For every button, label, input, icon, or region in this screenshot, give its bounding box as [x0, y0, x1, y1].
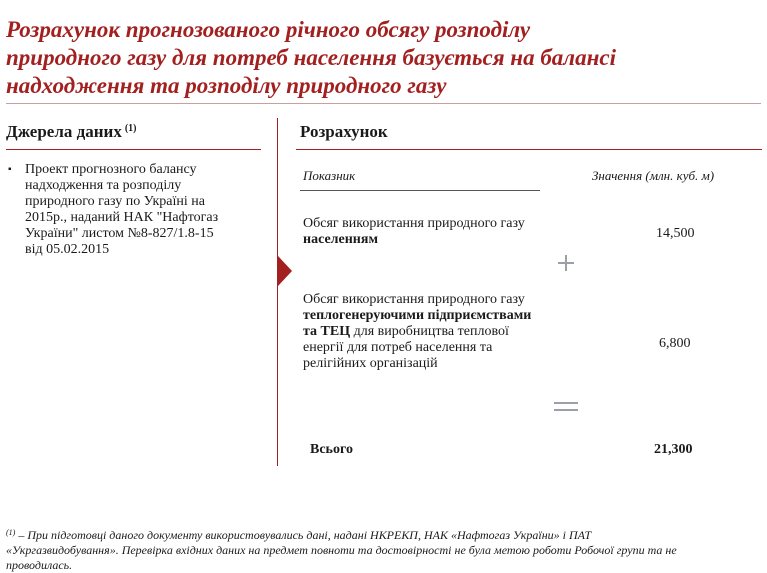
source-line: Проект прогнозного балансу: [25, 162, 197, 177]
indicator-column-header: Показник: [303, 168, 356, 183]
equals-icon: [554, 401, 578, 413]
row1-text: Обсяг використання природного газу: [303, 216, 525, 231]
column-header-rule: [300, 190, 540, 191]
source-line: від 05.02.2015: [25, 242, 110, 257]
sources-footnote-ref: (1): [124, 123, 137, 134]
row-population-label: [303, 216, 543, 248]
row-population-value: 14,500: [656, 226, 695, 241]
row1-bold-text: населенням: [303, 232, 378, 247]
source-item: [6, 162, 261, 258]
row-heat-value: 6,800: [659, 336, 691, 351]
row2-text-tail: для виробництва теплової енергії для потреб населення та релігійних організацій: [303, 324, 509, 371]
footnote-line-3: проводилась.: [6, 558, 73, 572]
title-line-3: надходження та розподілу природного газу: [6, 73, 447, 98]
calculation-heading-rule: [296, 149, 762, 150]
divider-arrow-icon: [278, 256, 292, 286]
footnote-line-2: «Укргазвидобування». Перевірка вхідних даних на предмет повноти та достовірності не була метою роботи Робочої групи та не: [6, 543, 677, 557]
sources-heading-rule: [6, 149, 261, 150]
page-title: [6, 16, 746, 100]
sources-heading-label: Джерела даних: [6, 122, 122, 141]
source-line: України" листом №8-827/1.8-15: [25, 226, 214, 241]
sources-heading: [6, 122, 137, 142]
footnote: [6, 525, 764, 573]
plus-icon: [556, 253, 576, 273]
title-line-1: Розрахунок прогнозованого річного обсягу розподілу: [6, 17, 531, 42]
title-divider: [6, 103, 761, 104]
column-divider: [277, 118, 278, 466]
source-text: [25, 162, 261, 258]
footnote-line-1: – При підготовці даного документу використовувались дані, надані НКРЕКП, НАК «Нафтогаз України» і ПАТ: [15, 528, 592, 542]
value-column-header: Значення (млн. куб. м): [592, 168, 715, 183]
source-line: надходження та розподілу: [25, 178, 182, 193]
title-line-2: природного газу для потреб населення базується на балансі: [6, 45, 616, 70]
footnote-line: [6, 525, 764, 543]
total-value: 21,300: [654, 442, 693, 457]
row-heat-label: [303, 292, 543, 372]
calculation-heading: Розрахунок: [300, 122, 388, 141]
total-label: Всього: [310, 442, 353, 457]
footnote-mark: (1): [6, 528, 16, 537]
bullet-icon: ▪: [8, 164, 12, 175]
row2-bold-text: теплогенеруючими підприємствами та ТЕЦ: [303, 308, 532, 339]
source-line: природного газу по Україні на: [25, 194, 205, 209]
source-line: 2015р., наданий НАК "Нафтогаз: [25, 210, 219, 225]
row2-text: Обсяг використання природного газу: [303, 292, 525, 307]
